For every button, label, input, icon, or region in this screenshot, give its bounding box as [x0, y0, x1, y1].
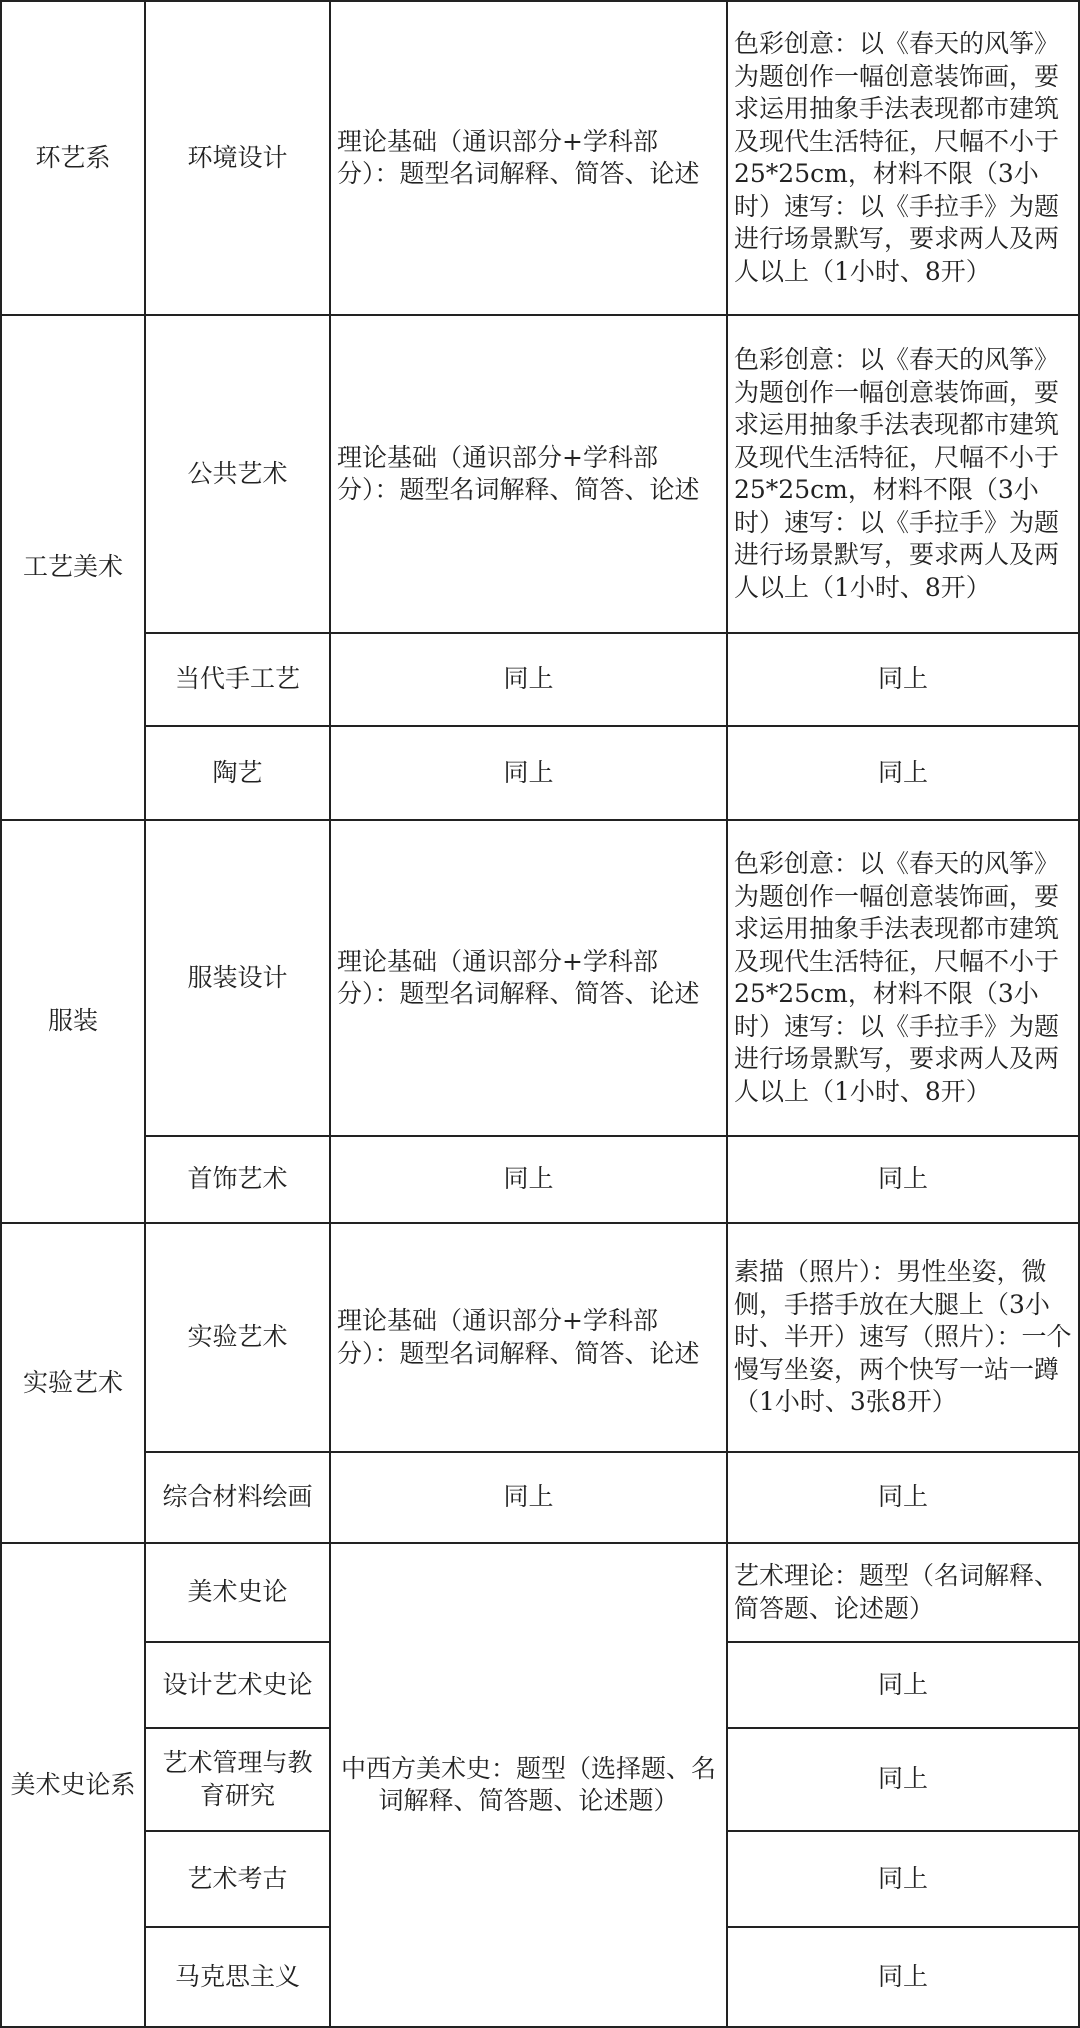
dept-cell [2, 2, 144, 314]
theory-cell [331, 2, 726, 314]
dept-cell [2, 1544, 144, 2026]
major-label: 实验艺术 [187, 1322, 288, 1352]
major-label: 公共艺术 [187, 458, 288, 488]
major-cell [146, 1224, 329, 1451]
practice-cell [728, 1729, 1078, 1830]
practice-cell [728, 1832, 1078, 1926]
dept-label: 实验艺术 [22, 1367, 123, 1397]
dept-label: 工艺美术 [22, 552, 123, 582]
grid-line [726, 1641, 1080, 1643]
grid-line [144, 1727, 331, 1729]
practice-text: 艺术理论：题型（名词解释、简答题、论述题） [734, 1561, 1060, 1623]
theory-cell [331, 1224, 726, 1451]
practice-text: 同上 [877, 1164, 928, 1194]
grid-line [144, 725, 1080, 727]
grid-line [726, 1727, 1080, 1729]
theory-text: 理论基础（通识部分+学科部分）：题型名词解释、简答、论述 [337, 946, 700, 1008]
dept-label: 服装 [47, 1006, 98, 1036]
major-cell [146, 1928, 329, 2026]
major-cell [146, 1453, 329, 1542]
practice-cell [728, 727, 1078, 819]
grid-line [329, 0, 331, 2028]
theory-text: 理论基础（通识部分+学科部分）：题型名词解释、简答、论述 [337, 1306, 700, 1368]
practice-text: 同上 [877, 1961, 928, 1991]
major-label: 环境设计 [187, 142, 288, 172]
major-label: 综合材料绘画 [162, 1482, 313, 1512]
practice-text: 色彩创意：以《春天的风筝》为题创作一幅创意装饰画，要求运用抽象手法表现都市建筑及现代生活特征，尺幅不小于25*25cm，材料不限（3小时）速写：以《手拉手》为题进行场景默写，要求两人及两人以上（1小时、8开） [734, 345, 1060, 602]
grid-line [726, 1926, 1080, 1928]
practice-cell [728, 1137, 1078, 1222]
major-label: 艺术管理与教育研究 [162, 1748, 313, 1810]
theory-text: 理论基础（通识部分+学科部分）：题型名词解释、简答、论述 [337, 126, 700, 188]
practice-text: 同上 [877, 1764, 928, 1794]
major-cell [146, 1832, 329, 1926]
grid-line [144, 1451, 1080, 1453]
practice-text: 同上 [877, 1482, 928, 1512]
practice-text: 色彩创意：以《春天的风筝》为题创作一幅创意装饰画，要求运用抽象手法表现都市建筑及现代生活特征，尺幅不小于25*25cm，材料不限（3小时）速写：以《手拉手》为题进行场景默写，要求两人及两人以上（1小时、8开） [734, 29, 1060, 286]
practice-cell [728, 821, 1078, 1135]
major-cell [146, 1729, 329, 1830]
practice-cell [728, 316, 1078, 632]
theory-cell [331, 1453, 726, 1542]
major-label: 陶艺 [212, 757, 263, 787]
major-label: 美术史论 [187, 1577, 288, 1607]
practice-text: 同上 [877, 664, 928, 694]
major-label: 马克思主义 [174, 1961, 300, 1991]
major-cell [146, 2, 329, 314]
practice-text: 素描（照片）：男性坐姿，微侧，手搭手放在大腿上（3小时、半开）速写（照片）：一个慢写坐姿，两个快写一站一蹲（1小时、3张8开） [734, 1257, 1072, 1417]
dept-label: 环艺系 [35, 142, 111, 172]
theory-text: 同上 [503, 757, 554, 787]
grid-line [726, 0, 728, 2028]
grid-line [144, 0, 146, 2028]
theory-cell [331, 1544, 726, 2026]
dept-cell [2, 316, 144, 819]
dept-cell [2, 821, 144, 1222]
theory-text: 理论基础（通识部分+学科部分）：题型名词解释、简答、论述 [337, 442, 700, 504]
major-cell [146, 1544, 329, 1641]
practice-cell [728, 1544, 1078, 1641]
grid-line [144, 1135, 1080, 1137]
theory-cell [331, 727, 726, 819]
major-label: 首饰艺术 [187, 1164, 288, 1194]
practice-text: 同上 [877, 1863, 928, 1893]
grid-line [0, 0, 2, 2028]
major-cell [146, 821, 329, 1135]
major-label: 服装设计 [187, 962, 288, 992]
grid-line [726, 1830, 1080, 1832]
practice-cell [728, 634, 1078, 725]
theory-cell [331, 1137, 726, 1222]
major-label: 艺术考古 [187, 1863, 288, 1893]
grid-line [0, 314, 1080, 316]
major-cell [146, 316, 329, 632]
practice-cell [728, 1224, 1078, 1451]
grid-line [0, 1222, 1080, 1224]
practice-cell [728, 2, 1078, 314]
grid-line [144, 1830, 331, 1832]
theory-text: 中西方美术史：题型（选择题、名词解释、简答题、论述题） [340, 1753, 716, 1815]
practice-cell [728, 1453, 1078, 1542]
grid-line [0, 1542, 1080, 1544]
dept-cell [2, 1224, 144, 1542]
major-label: 当代手工艺 [174, 664, 300, 694]
practice-text: 同上 [877, 757, 928, 787]
grid-line [144, 1926, 331, 1928]
practice-cell [728, 1643, 1078, 1727]
theory-cell [331, 316, 726, 632]
theory-text: 同上 [503, 664, 554, 694]
theory-cell [331, 821, 726, 1135]
grid-line [0, 0, 1080, 2]
theory-cell [331, 634, 726, 725]
grid-line [144, 1641, 331, 1643]
theory-text: 同上 [503, 1164, 554, 1194]
major-cell [146, 1137, 329, 1222]
major-label: 设计艺术史论 [162, 1669, 313, 1699]
major-cell [146, 1643, 329, 1727]
practice-cell [728, 1928, 1078, 2026]
grid-line [0, 819, 1080, 821]
practice-text: 色彩创意：以《春天的风筝》为题创作一幅创意装饰画，要求运用抽象手法表现都市建筑及现代生活特征，尺幅不小于25*25cm，材料不限（3小时）速写：以《手拉手》为题进行场景默写，要求两人及两人以上（1小时、8开） [734, 849, 1060, 1106]
major-cell [146, 634, 329, 725]
grid-line [144, 632, 1080, 634]
major-cell [146, 727, 329, 819]
dept-label: 美术史论系 [10, 1769, 136, 1799]
practice-text: 同上 [877, 1669, 928, 1699]
theory-text: 同上 [503, 1482, 554, 1512]
